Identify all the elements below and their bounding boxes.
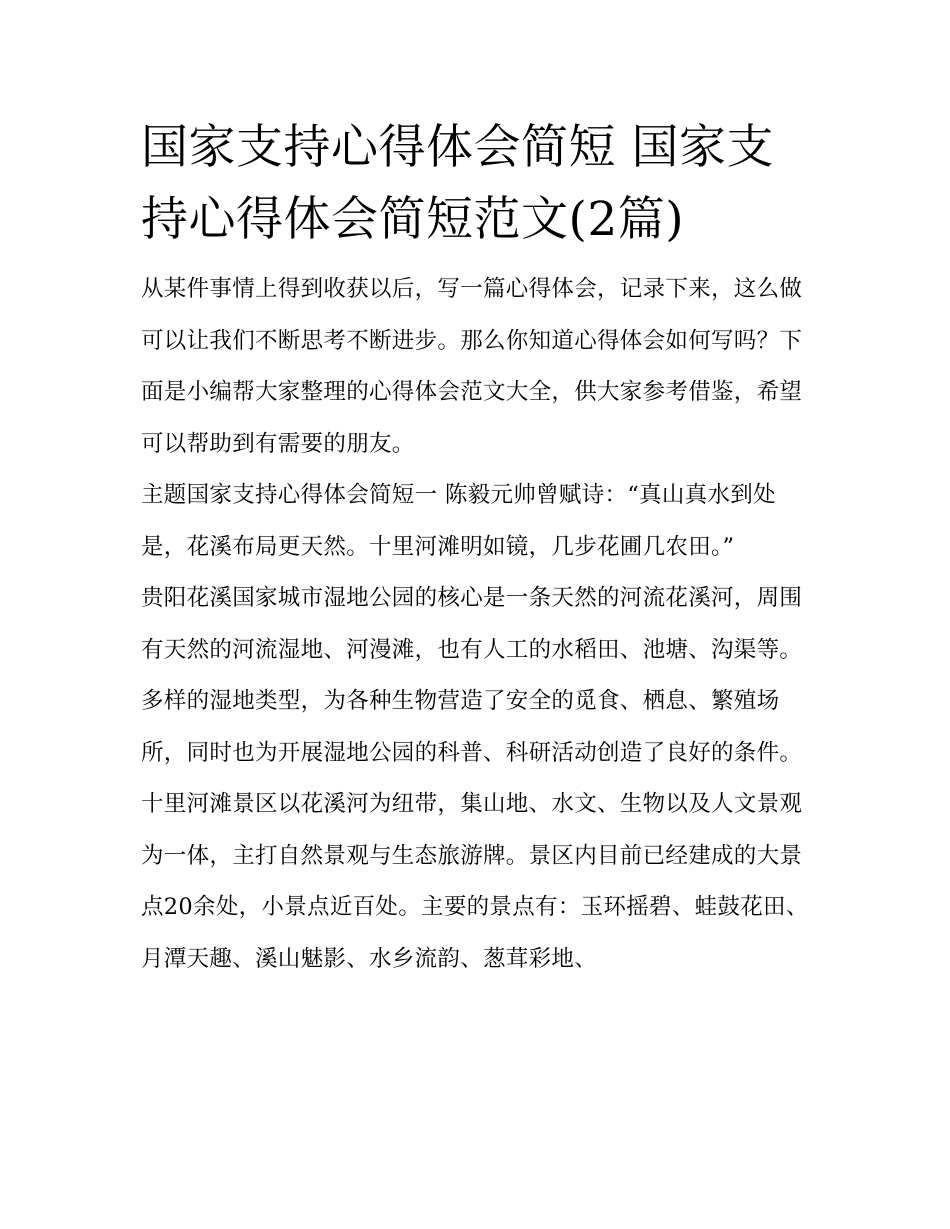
paragraph-poem: 主题国家支持心得体会简短一 陈毅元帅曾赋诗：“真山真水到处是，花溪布局更天然。十里河滩明如镜，几步花圃几农田。” (141, 482, 776, 560)
paragraph-wetland: 贵阳花溪国家城市湿地公园的核心是一条天然的河流花溪河，周围有天然的河流湿地、河漫滩，也有人工的水稻田、池塘、沟渠等。多样的湿地类型，为各种生物营造了安全的觅食、栖息、繁殖场所，同时也为开展湿地公园的科普、科研活动创造了良好的条件。 (141, 585, 803, 766)
paragraph-intro: 从某件事情上得到收获以后，写一篇心得体会，记录下来，这么做可以让我们不断思考不断进步。那么你知道心得体会如何写吗？下面是小编帮大家整理的心得体会范文大全，供大家参考借鉴，希望可以帮助到有需要的朋友。 (141, 276, 803, 457)
document-body (141, 112, 813, 985)
document-title: 国家支持心得体会简短 国家支持心得体会简短范文(2篇) (141, 120, 774, 247)
paragraph-scenic-area: 十里河滩景区以花溪河为纽带，集山地、水文、生物以及人文景观为一体，主打自然景观与生态旅游牌。景区内目前已经建成的大景点20余处，小景点近百处。主要的景点有：玉环摇碧、蛙鼓花田、月潭天趣、溪山魅影、水乡流韵、葱茸彩地、 (141, 791, 809, 972)
